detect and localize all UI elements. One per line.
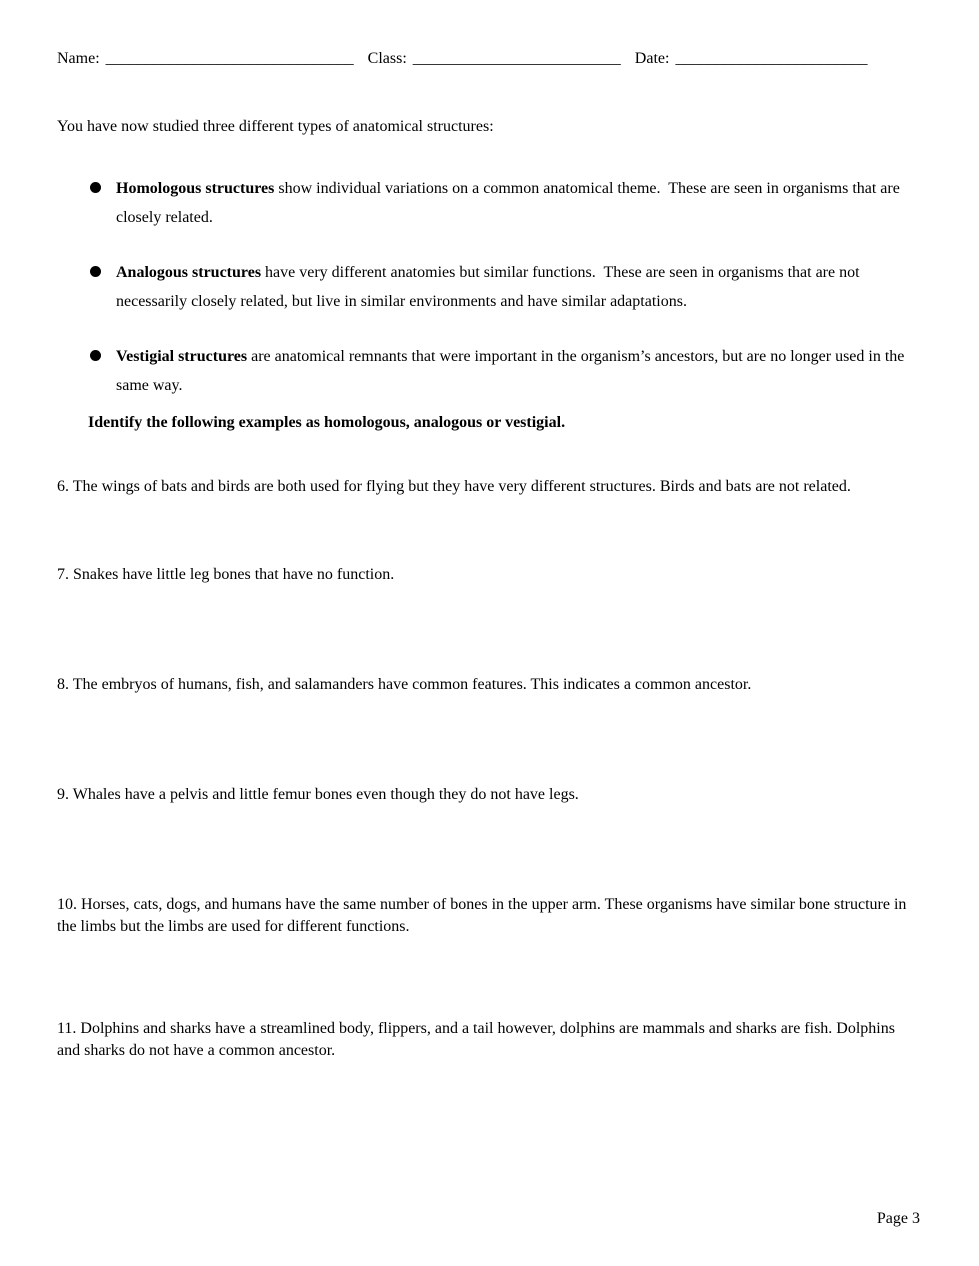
list-item [90,174,922,232]
question-item: 10. Horses, cats, dogs, and humans have the same number of bones in the upper arm. These organisms have similar bone structure in the limbs but the limbs are used for different functions. [57,896,907,935]
bullet-term: Vestigial structures [116,348,248,365]
bullet-text [116,342,916,400]
bullet-icon [90,266,101,277]
bullet-list [90,174,922,400]
bullet-icon [90,182,101,193]
question-item: 6. The wings of bats and birds are both used for flying but they have very different structures. Birds and bats are not related. [57,478,851,495]
bullet-text [116,174,916,232]
instruction-text: Identify the following examples as homologous, analogous or vestigial. [88,414,566,431]
bullet-term: Analogous structures [116,264,262,281]
list-item [90,258,922,316]
list-item [90,342,922,400]
question-item: 11. Dolphins and sharks have a streamlined body, flippers, and a tail however, dolphins are mammals and sharks are fish. Dolphins and sharks do not have a common ancestor. [57,1020,895,1059]
class-label: Class: [367,50,407,67]
question-list [57,476,922,1062]
date-label: Date: [634,50,670,67]
intro-text: You have now studied three different types of anatomical structures: [57,118,494,135]
question-item: 9. Whales have a pelvis and little femur bones even though they do not have legs. [57,786,579,803]
page-number: Page 3 [876,1210,920,1227]
header-fields [57,48,922,70]
name-label: Name: [57,50,100,67]
date-blank-line: ________________________ [675,50,868,67]
name-blank-line: _______________________________ [105,50,354,67]
bullet-icon [90,350,101,361]
bullet-body: have very different anatomies but similar functions. These are seen in organisms that are not necessarily closely related, but live in similar environments and have similar adaptations. [116,264,864,310]
bullet-body: show individual variations on a common anatomical theme. These are seen in organisms that are closely related. [116,180,904,226]
bullet-text [116,258,916,316]
question-item: 7. Snakes have little leg bones that have no function. [57,566,395,583]
question-item: 8. The embryos of humans, fish, and salamanders have common features. This indicates a common ancestor. [57,676,752,693]
class-blank-line: __________________________ [412,50,621,67]
bullet-term: Homologous structures [116,180,275,197]
bullet-body: are anatomical remnants that were important in the organism’s ancestors, but are no longer used in the same way. [116,348,909,394]
